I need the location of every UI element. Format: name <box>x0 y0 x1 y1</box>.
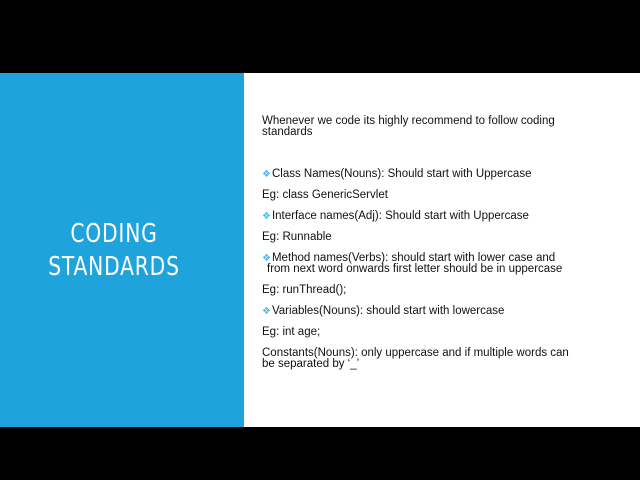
slide-title <box>25 218 203 284</box>
letterbox-top <box>0 0 640 73</box>
list-item-method-names <box>262 253 612 275</box>
item-text-continued: be separated by ‘_’ <box>262 358 360 370</box>
item-text: Eg: runThread(); <box>262 284 347 296</box>
item-text: Eg: int age; <box>262 326 321 338</box>
diamond-bullet-icon: ❖ <box>262 306 271 317</box>
diamond-bullet-icon: ❖ <box>262 169 271 180</box>
list-item-variable-example <box>262 327 612 338</box>
diamond-bullet-icon: ❖ <box>262 253 271 264</box>
item-text: Eg: class GenericServlet <box>262 189 388 201</box>
item-text-continued: from next word onwards first letter should be in uppercase <box>267 263 563 275</box>
list-item-constants <box>262 348 612 370</box>
list-item-class-names <box>262 169 612 180</box>
letterbox-bottom <box>0 427 640 480</box>
list-item-class-example <box>262 190 612 201</box>
item-text: Class Names(Nouns): Should start with Uppercase <box>271 168 532 180</box>
title-panel <box>0 73 244 427</box>
item-text: Constants(Nouns): only uppercase and if multiple words can <box>262 347 569 359</box>
list-item-interface-names <box>262 211 612 222</box>
diamond-bullet-icon: ❖ <box>262 211 271 222</box>
item-text: Eg: Runnable <box>262 231 332 243</box>
list-item-variables <box>262 306 612 317</box>
title-line-2: STANDARDS <box>48 252 180 282</box>
item-text: Interface names(Adj): Should start with Uppercase <box>271 210 529 222</box>
slide <box>0 73 640 427</box>
intro-line-1: Whenever we code its highly recommend to follow coding <box>262 115 555 127</box>
list-item-method-example <box>262 285 612 296</box>
item-text: Method names(Verbs): should start with lower case and <box>271 252 556 264</box>
slide-content <box>262 116 612 380</box>
item-text: Variables(Nouns): should start with lowercase <box>271 305 505 317</box>
title-line-1: CODING <box>70 219 158 249</box>
list-item-interface-example <box>262 232 612 243</box>
intro-paragraph <box>262 116 612 138</box>
intro-line-2: standards <box>262 126 313 138</box>
